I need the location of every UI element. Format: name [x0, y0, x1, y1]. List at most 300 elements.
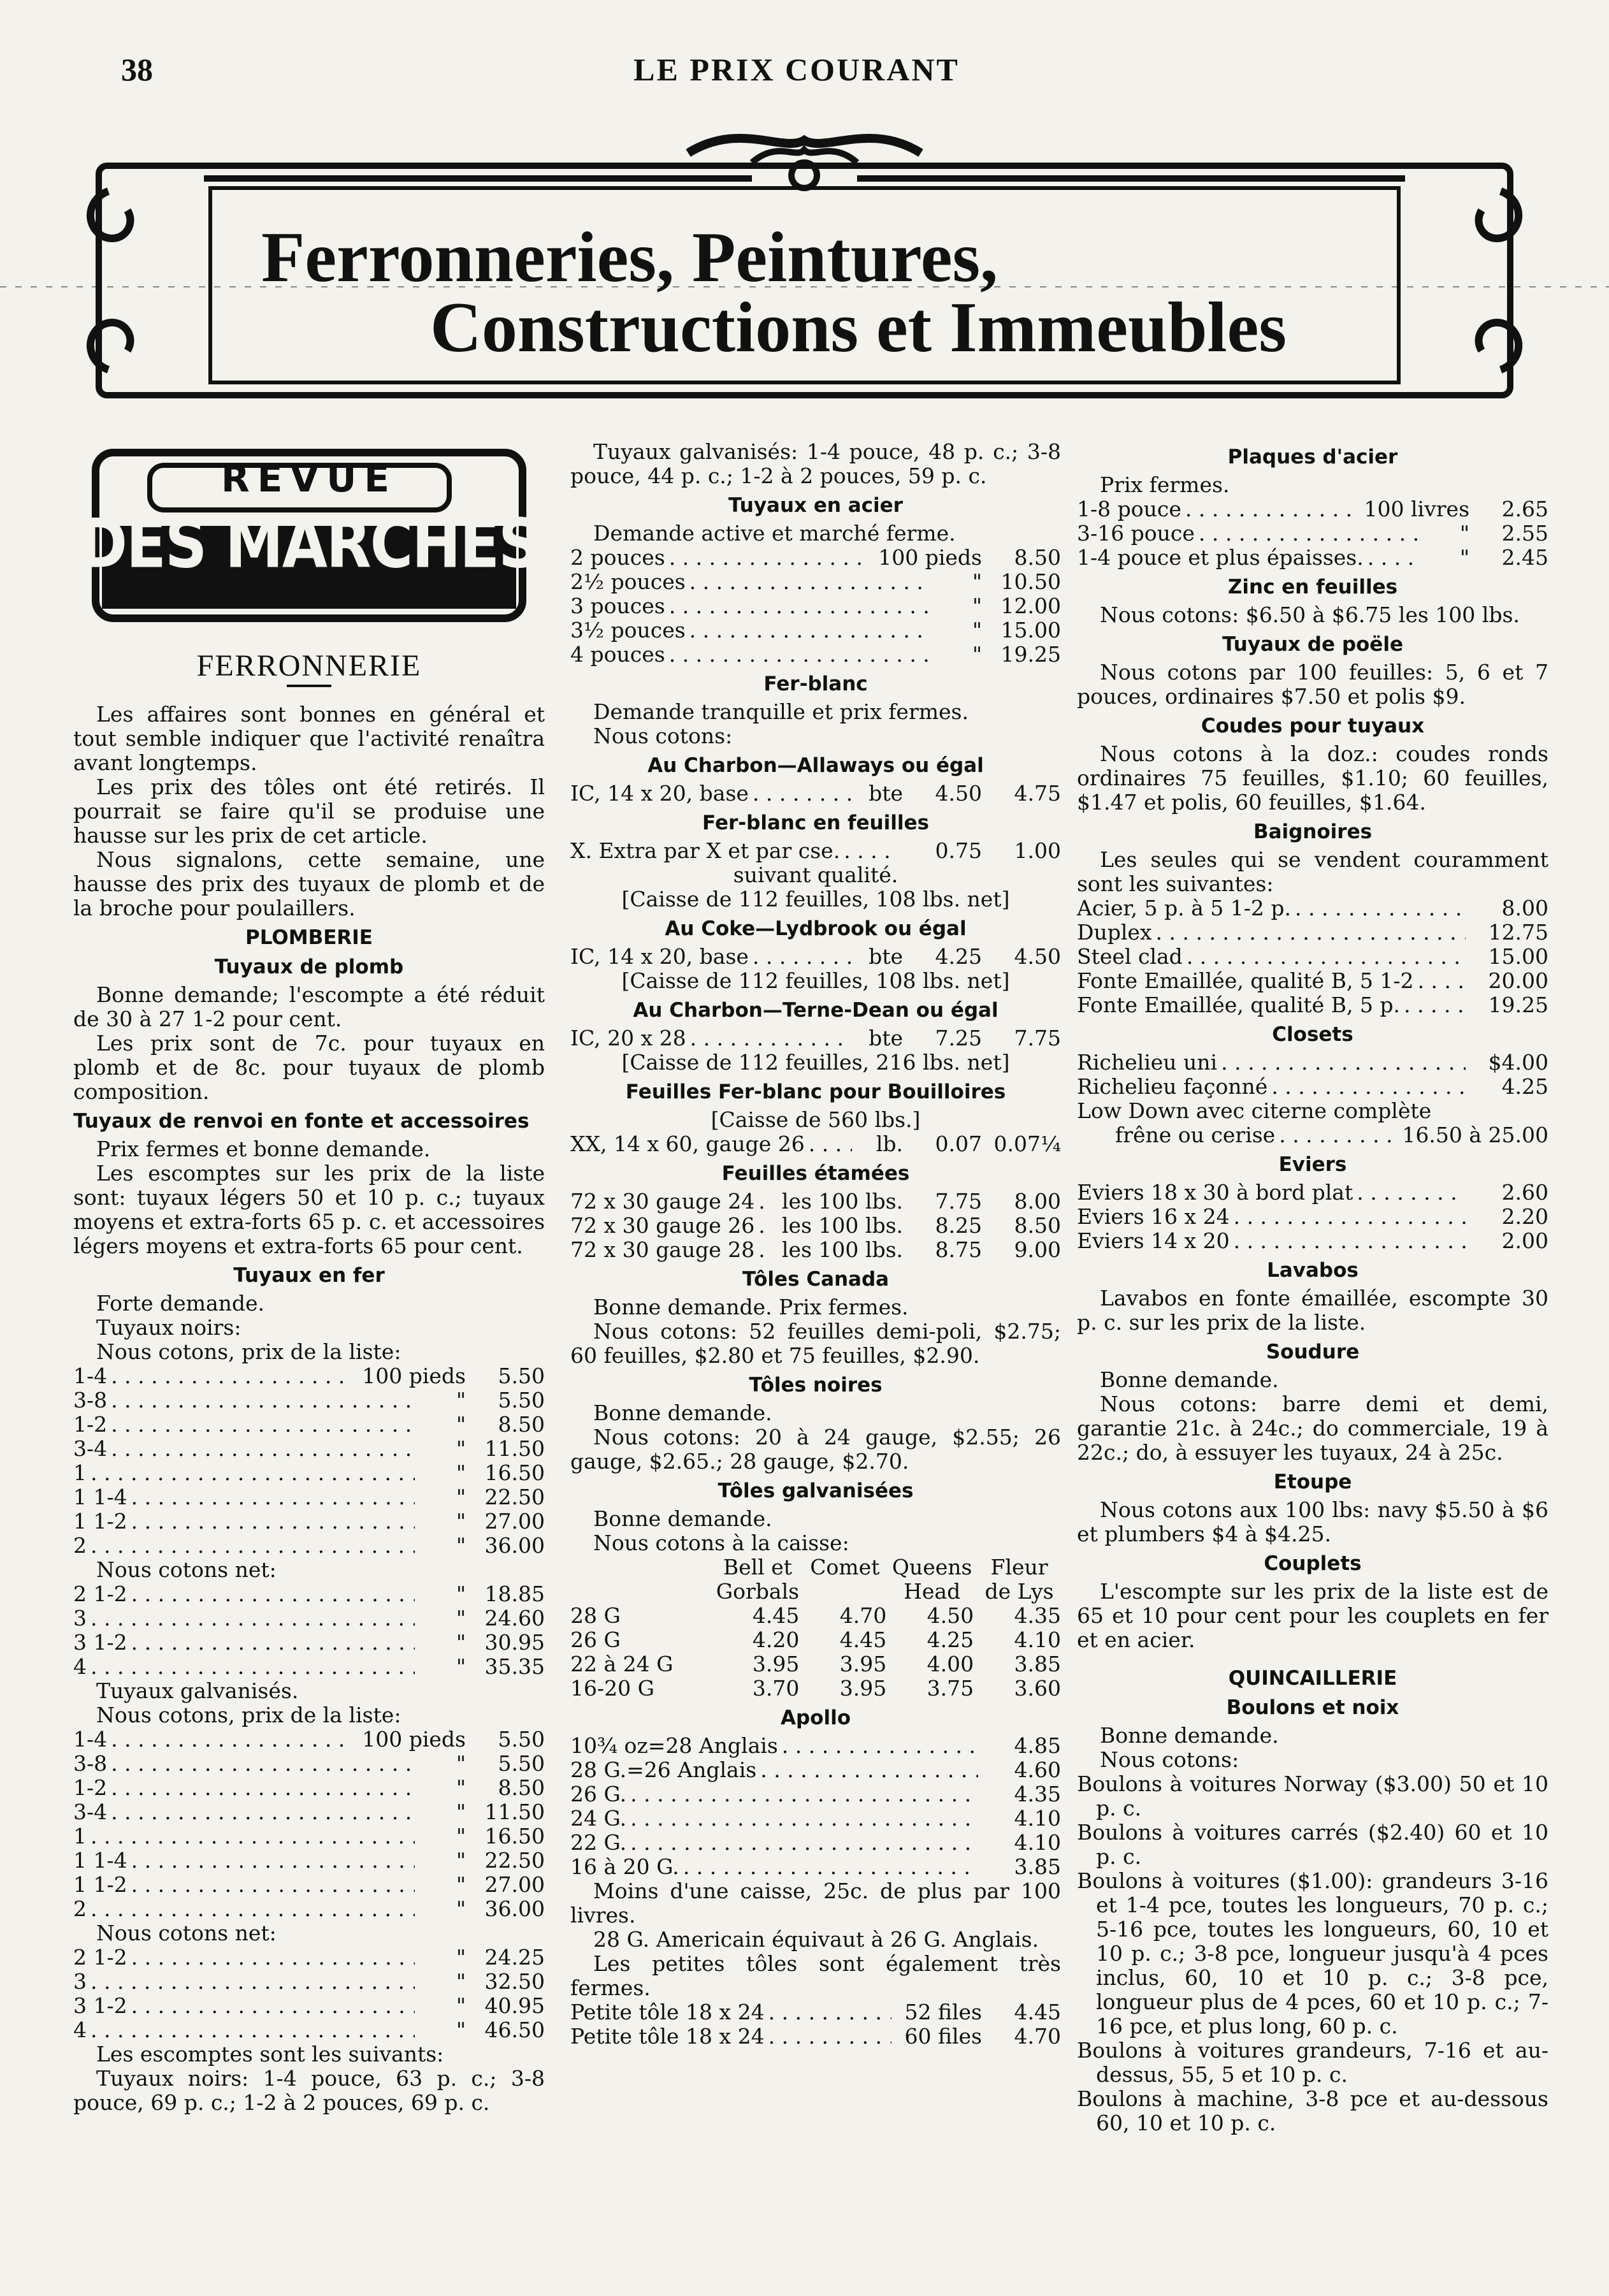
row-values: [419, 1873, 545, 1897]
leader-dots: [758, 1189, 769, 1214]
row-values: [982, 1734, 1061, 1758]
cell-value: 4.00: [927, 1652, 974, 1676]
row-u: ": [456, 1969, 466, 1994]
text-line: Les escomptes sont les suivants:: [96, 2042, 444, 2067]
row-v: 35.35: [484, 1654, 545, 1679]
cell-value: 3.60: [1014, 1676, 1061, 1701]
leader-dots: [782, 1734, 978, 1758]
cell-value: 3.75: [927, 1676, 974, 1701]
heading-feuilles-etamees: Feuilles étamées: [721, 1162, 910, 1185]
heading-toles-canada: Tôles Canada: [742, 1268, 890, 1291]
row-values: [1422, 521, 1548, 546]
row-values: [856, 781, 1061, 806]
banner-title-line2: Constructions et Immeubles: [430, 288, 1287, 367]
price-row: [1077, 945, 1548, 969]
heading-apollo: Apollo: [780, 1706, 851, 1729]
row-label: IC, 14 x 20, base: [570, 944, 749, 969]
row-u: ": [456, 1824, 466, 1849]
cell-value: 4.45: [839, 1627, 887, 1652]
row-values: [935, 618, 1061, 643]
row-v: 3.85: [1014, 1854, 1061, 1879]
heading-tuyaux-fer: Tuyaux en fer: [233, 1264, 385, 1287]
paragraph: Les affaires sont bonnes en général et tout semble indiquer que l'activité renaîtra avant longtemps.: [73, 702, 545, 775]
price-row: [570, 1734, 1061, 1758]
logo-word-revue: REVUE: [221, 457, 397, 500]
row-label: 1-2: [73, 1412, 108, 1437]
leader-dots: [669, 643, 931, 667]
row-v: 8.50: [1014, 545, 1061, 570]
price-row: [570, 945, 1061, 969]
row-values: [419, 1776, 545, 1800]
row-v: 15.00: [1000, 618, 1061, 643]
row-v: 4.35: [1014, 1782, 1061, 1806]
heading-fb-feuilles: Fer-blanc en feuilles: [702, 811, 929, 834]
row-v: 4.60: [1014, 1757, 1061, 1782]
price-row: [570, 781, 1061, 806]
heading-soudure: Soudure: [1266, 1341, 1360, 1363]
leader-dots: [630, 1806, 978, 1831]
row-u: ": [972, 569, 982, 594]
grid-corner: [570, 1555, 712, 1604]
row-v: 22.50: [484, 1485, 545, 1509]
leader-dots: [131, 1994, 415, 2018]
leader-dots: [111, 1364, 349, 1388]
price-row: [73, 1631, 545, 1655]
price-row: [570, 1214, 1061, 1238]
paragraph: Lavabos en fonte émaillée, escompte 30 p. c. sur les prix de la liste.: [1077, 1286, 1548, 1335]
row-values: [419, 1945, 545, 1970]
heading-allaways: Au Charbon—Allaways ou égal: [647, 754, 984, 777]
text-line: Nous cotons net:: [96, 1921, 277, 1945]
leader-dots: [669, 546, 866, 570]
row-v: 27.00: [484, 1509, 545, 1534]
row-label: 1 1-4: [73, 1848, 127, 1873]
cell-value: 4.10: [1014, 1627, 1061, 1652]
price-table-eviers: [1077, 1181, 1548, 1253]
leader-dots: [753, 945, 852, 969]
price-row: [73, 1485, 545, 1509]
leader-dots: [844, 839, 899, 863]
leader-dots: [131, 1631, 415, 1655]
price-row: [570, 1782, 1061, 1806]
row-label: 16-20 G: [570, 1676, 654, 1701]
price-row: [1077, 1050, 1548, 1075]
heading-couplets: Couplets: [1264, 1552, 1362, 1575]
heading-toles-galvanisees: Tôles galvanisées: [718, 1479, 914, 1502]
row-u: 52 files: [904, 2000, 982, 2024]
paragraph: Tuyaux galvanisés: 1-4 pouce, 48 p. c.; 3-8 pouce, 44 p. c.; 1-2 à 2 pouces, 59 p. c.: [570, 439, 1061, 488]
price-row: [570, 1806, 1061, 1831]
row-u: ": [456, 1993, 466, 2018]
row-v: 5.50: [498, 1363, 545, 1388]
text-line: Tuyaux galvanisés.: [96, 1678, 299, 1703]
row-v: 11.50: [484, 1436, 545, 1461]
row-v: 2.60: [1501, 1180, 1548, 1205]
row-v: 2.20: [1501, 1204, 1548, 1229]
leader-dots: [90, 1970, 415, 1994]
heading-toles-noires: Tôles noires: [749, 1374, 883, 1397]
column-header: Queens Head: [891, 1555, 972, 1604]
text-line: Prix fermes.: [1100, 472, 1230, 497]
leader-dots: [90, 1461, 415, 1485]
row-label: 22 à 24 G: [570, 1652, 674, 1676]
price-row: [570, 1238, 1061, 1262]
row-values: [869, 546, 1061, 570]
heading-boulons: Boulons et noix: [1226, 1696, 1399, 1719]
row-v: 46.50: [484, 2017, 545, 2042]
row-label: 3-8: [73, 1751, 108, 1776]
row-label: 1 1-2: [73, 1872, 127, 1897]
row-label: 1-4 pouce et plus épaisses.: [1077, 545, 1364, 570]
row-b: 4.75: [1014, 781, 1061, 806]
row-label: X. Extra par X et par cse.: [570, 838, 841, 863]
row-values: [1422, 546, 1548, 570]
price-table-plaques: [1077, 497, 1548, 570]
row-label: 4 pouces: [570, 642, 665, 667]
row-u: ": [456, 1485, 466, 1509]
row-v: 4.10: [1014, 1830, 1061, 1855]
row-label: 1-4: [73, 1363, 108, 1388]
text-line: Nous cotons, prix de la liste:: [96, 1339, 401, 1364]
column-header: Fleur de Lys: [985, 1555, 1054, 1604]
price-table-net2: [73, 1945, 545, 2042]
price-table-closets: [1077, 1050, 1548, 1099]
leader-dots: [689, 618, 931, 643]
row-label: 72 x 30 gauge 26: [570, 1213, 755, 1238]
heading-renvoi: Tuyaux de renvoi en fonte et accessoires: [73, 1110, 530, 1133]
price-row: [1077, 969, 1548, 993]
paragraph: Boulons à voitures ($1.00): grandeurs 3-16 et 1-4 pce, toutes les longueurs, 70 p. c.; 5-16 pce, toutes les longueurs, 60, 10 et 10 p. c.; 3-8 pce, longueur jusqu'à 4 pces inclus, 60, 10 et 10 p. c.; 3-8 pce, longueur plus de 4 pces, 60 et 10 p. c.; 7-16 pce, et plus long, 60 p. c.: [1077, 1868, 1548, 2038]
row-v: 4.10: [1014, 1806, 1061, 1831]
heading-baignoires: Baignoires: [1253, 820, 1373, 843]
paragraph: Nous cotons: $6.50 à $6.75 les 100 lbs.: [1100, 602, 1520, 627]
row-values: [856, 945, 1061, 969]
row-v: 2.65: [1501, 497, 1548, 521]
row-u: 100 livres: [1364, 497, 1469, 521]
price-row: [73, 1897, 545, 1921]
heading-tuyaux-acier: Tuyaux en acier: [728, 494, 903, 517]
row-b: 8.00: [1014, 1189, 1061, 1214]
text-line: Demande tranquille et prix fermes.: [593, 699, 969, 724]
row-values: [982, 1831, 1061, 1855]
price-table-net1: [73, 1582, 545, 1679]
caisse-note: [Caisse de 112 feuilles, 216 lbs. net]: [621, 1050, 1010, 1075]
text-line: Nous cotons:: [1100, 1747, 1239, 1772]
price-row: [73, 1727, 545, 1752]
price-row: [1077, 521, 1548, 546]
row-label: 72 x 30 gauge 28: [570, 1237, 755, 1262]
price-row: [1077, 920, 1548, 945]
row-v: $4.00: [1488, 1050, 1548, 1075]
leader-dots: [690, 1026, 852, 1050]
row-v: 11.50: [484, 1799, 545, 1824]
row-values: [419, 1994, 545, 2018]
row-u: ": [456, 2017, 466, 2042]
leader-dots: [111, 1752, 415, 1776]
row-v: 2.55: [1501, 521, 1548, 546]
row-v: 16.50: [484, 1460, 545, 1485]
row-values: [1469, 920, 1548, 945]
row-u: ": [456, 1533, 466, 1558]
row-values: [419, 1970, 545, 1994]
row-u: 100 pieds: [362, 1363, 466, 1388]
text-line: suivant qualité.: [733, 862, 898, 887]
price-row: [1077, 1181, 1548, 1205]
paragraph: Boulons à voitures carrés ($2.40) 60 et 10 p. c.: [1077, 1820, 1548, 1869]
heading-fer-blanc: Fer-blanc: [763, 672, 868, 695]
row-label: frêne ou cerise: [1115, 1123, 1276, 1147]
leader-dots: [1221, 1050, 1466, 1075]
row-v: 5.50: [498, 1388, 545, 1413]
row-values: [1355, 497, 1548, 521]
leader-dots: [111, 1437, 415, 1461]
row-u: 60 files: [904, 2024, 982, 2049]
galv-grid: [570, 1555, 1061, 1701]
row-v: 22.50: [484, 1848, 545, 1873]
cell-value: 4.50: [927, 1603, 974, 1628]
row-values: [1469, 1050, 1548, 1075]
row-label: 22 G.: [570, 1830, 627, 1855]
leader-dots: [1404, 993, 1466, 1017]
row-b: 8.50: [1014, 1213, 1061, 1238]
price-row: [570, 594, 1061, 618]
leader-dots: [111, 1388, 415, 1413]
leader-dots: [758, 1238, 769, 1262]
price-row: [570, 1855, 1061, 1879]
row-values: [1469, 1229, 1548, 1253]
leader-dots: [90, 1606, 415, 1631]
leader-dots: [1418, 969, 1466, 993]
row-values: [419, 1534, 545, 1558]
row-u: ": [456, 1751, 466, 1776]
paragraph: Nous cotons par 100 feuilles: 5, 6 et 7 pouces, ordinaires $7.50 et polis $9.: [1077, 660, 1548, 709]
paragraph: Nous cotons à la doz.: coudes ronds ordinaires 75 feuilles, $1.10; 60 feuilles, $1.47 et polis, 60 feuilles, $1.64.: [1077, 741, 1548, 815]
row-values: [419, 1631, 545, 1655]
price-row: [73, 1534, 545, 1558]
price-row: [73, 1364, 545, 1388]
text-line: Bonne demande.: [593, 1506, 772, 1531]
cell-value: 4.45: [752, 1603, 800, 1628]
column-1: [73, 440, 545, 2115]
text-line: Nous cotons à la caisse:: [593, 1530, 849, 1555]
row-b: 4.50: [1014, 944, 1061, 969]
row-values: [773, 1214, 1061, 1238]
cell-value: 4.70: [839, 1603, 887, 1628]
row-v: 36.00: [484, 1533, 545, 1558]
leader-dots: [768, 2024, 892, 2049]
row-u: ": [456, 1775, 466, 1800]
cell-value: 3.95: [839, 1652, 887, 1676]
price-row: [73, 1824, 545, 1849]
row-u: ": [972, 593, 982, 618]
row-a: 4.25: [935, 944, 982, 969]
row-v: 4.25: [1501, 1074, 1548, 1099]
leader-dots: [630, 1782, 978, 1806]
row-values: [856, 1132, 1061, 1156]
row-v: 2.00: [1501, 1228, 1548, 1253]
paragraph: 28 G. Americain équivaut à 26 G. Anglais.: [593, 1927, 1039, 1952]
cell-value: 3.70: [752, 1676, 800, 1701]
row-label: Richelieu uni: [1077, 1050, 1218, 1075]
row-label: Petite tôle 18 x 24: [570, 2000, 765, 2024]
row-a: 0.07: [935, 1131, 982, 1156]
row-label: 24 G.: [570, 1806, 627, 1831]
row-a: 4.50: [935, 781, 982, 806]
row-u: ": [456, 1388, 466, 1413]
price-row: [570, 839, 1061, 863]
caisse-note: [Caisse de 560 lbs.]: [711, 1107, 921, 1132]
row-u: ": [456, 1412, 466, 1437]
row-values: [419, 1800, 545, 1824]
paragraph: Nous cotons: 52 feuilles demi-poli, $2.75; 60 feuilles, $2.80 et 75 feuilles, $2.90.: [570, 1319, 1061, 1368]
heading-quincaillerie: QUINCAILLERIE: [1228, 1667, 1397, 1690]
row-label: Eviers 18 x 30 à bord plat: [1077, 1180, 1353, 1205]
row-label: 3 pouces: [570, 593, 665, 618]
column-header: Comet: [810, 1555, 880, 1580]
price-row: [570, 570, 1061, 594]
row-label: Fonte Emaillée, qualité B, 5 1-2: [1077, 968, 1414, 993]
row-b: 1.00: [1014, 838, 1061, 863]
row-u: ": [456, 1581, 466, 1606]
row-u: ": [456, 1606, 466, 1631]
row-values: [1469, 896, 1548, 920]
row-v: 5.50: [498, 1751, 545, 1776]
price-row: [570, 1026, 1061, 1050]
column-header: Bell et Gorbals: [716, 1555, 800, 1604]
row-values: [419, 1437, 545, 1461]
row-label: Eviers 16 x 24: [1077, 1204, 1230, 1229]
row-v: 15.00: [1488, 944, 1548, 969]
cell-value: 4.35: [1014, 1603, 1061, 1628]
row-values: [1469, 1181, 1548, 1205]
row-label: 3: [73, 1969, 87, 1994]
row-u: ": [456, 1654, 466, 1679]
leader-dots: [1156, 920, 1466, 945]
leader-dots: [768, 2000, 892, 2024]
row-label: 3: [73, 1606, 87, 1631]
price-table-baignoires: [1077, 896, 1548, 1017]
row-label: 26 G.: [570, 1782, 627, 1806]
row-label: Steel clad: [1077, 944, 1183, 969]
row-values: [1469, 945, 1548, 969]
row-label: 2 1-2: [73, 1945, 127, 1970]
row-label: 1: [73, 1824, 87, 1849]
row-u: ": [1459, 521, 1469, 546]
row-values: [419, 1752, 545, 1776]
row-u: ": [456, 1896, 466, 1921]
paragraph: Nous cotons: 20 à 24 gauge, $2.55; 26 gauge, $2.65.; 28 gauge, $2.70.: [570, 1425, 1061, 1474]
row-values: [353, 1727, 545, 1752]
row-label: 2½ pouces: [570, 569, 686, 594]
row-values: [982, 1782, 1061, 1806]
row-label: 72 x 30 gauge 24: [570, 1189, 755, 1214]
row-label: 1-2: [73, 1775, 108, 1800]
row-values: [856, 1026, 1061, 1050]
row-values: [419, 1509, 545, 1534]
price-row: [73, 1994, 545, 2018]
heading-terne-dean: Au Charbon—Terne-Dean ou égal: [633, 999, 999, 1022]
caisse-note: [Caisse de 112 feuilles, 108 lbs. net]: [621, 968, 1010, 993]
row-label: Duplex: [1077, 920, 1152, 945]
row-u: ": [456, 1509, 466, 1534]
leader-dots: [131, 1945, 415, 1970]
price-row: [1077, 993, 1548, 1017]
row-v: 2.45: [1501, 545, 1548, 570]
page-number: 38: [121, 52, 153, 87]
leader-dots: [809, 1132, 852, 1156]
row-label: 3-8: [73, 1388, 108, 1413]
row-v: 18.85: [484, 1581, 545, 1606]
row-label: IC, 14 x 20, base: [570, 781, 749, 806]
row-v: 8.00: [1501, 896, 1548, 920]
price-row: [570, 643, 1061, 667]
row-values: [982, 1855, 1061, 1879]
leader-dots: [131, 1509, 415, 1534]
leader-dots: [111, 1727, 349, 1752]
leader-dots: [1357, 1181, 1466, 1205]
row-values: [419, 2018, 545, 2042]
paragraph: L'escompte sur les prix de la liste est de 65 et 10 pour cent pour les couplets en fer et en acier.: [1077, 1579, 1548, 1652]
row-label: IC, 20 x 28: [570, 1026, 686, 1050]
leader-dots: [111, 1776, 415, 1800]
price-row: [73, 1849, 545, 1873]
row-u: ": [456, 1872, 466, 1897]
row-label: 3½ pouces: [570, 618, 686, 643]
row-v: 8.50: [498, 1412, 545, 1437]
price-row: [570, 618, 1061, 643]
row-a: 0.75: [935, 838, 982, 863]
row-values: [895, 2000, 1061, 2024]
row-label: Acier, 5 p. à 5 1-2 p.: [1077, 896, 1292, 920]
leader-dots: [760, 1758, 978, 1782]
price-row: [73, 1413, 545, 1437]
text-line: Nous cotons:: [593, 723, 733, 748]
logo-word-des-marches: DES MARCHÉS: [78, 504, 540, 583]
row-label: 4: [73, 1654, 87, 1679]
text-line: Nous cotons net:: [96, 1557, 277, 1582]
row-v: 32.50: [484, 1969, 545, 1994]
price-row: [570, 1189, 1061, 1214]
price-row-extra: [570, 839, 1061, 863]
row-label: 2 pouces: [570, 545, 665, 570]
row-label: 3-16 pouce: [1077, 521, 1195, 546]
price-row-allaways: [570, 781, 1061, 806]
row-values: [982, 1758, 1061, 1782]
price-row: [570, 2000, 1061, 2024]
row-a: 7.25: [935, 1026, 982, 1050]
row-u: ": [456, 1460, 466, 1485]
row-label: 2: [73, 1896, 87, 1921]
leader-dots: [90, 2018, 415, 2042]
price-row: [570, 2024, 1061, 2049]
low-down-line: Low Down avec citerne complète: [1077, 1098, 1432, 1123]
price-row: [73, 1655, 545, 1679]
price-row: [570, 1758, 1061, 1782]
row-u: les 100 lbs.: [781, 1213, 903, 1238]
row-label: Eviers 14 x 20: [1077, 1228, 1230, 1253]
price-table-galv: [73, 1727, 545, 1921]
paragraph: Boulons à machine, 3-8 pce et au-dessous 60, 10 et 10 p. c.: [1077, 2086, 1548, 2135]
leader-dots: [90, 1897, 415, 1921]
low-down-price-row: [1077, 1123, 1548, 1147]
price-row: [1077, 1075, 1548, 1099]
row-label: 3 1-2: [73, 1993, 127, 2018]
price-row: [73, 2018, 545, 2042]
text-line: Bonne demande. Prix fermes.: [593, 1295, 909, 1319]
price-row: [73, 1606, 545, 1631]
row-label: Richelieu façonné: [1077, 1074, 1268, 1099]
heading-closets: Closets: [1272, 1023, 1353, 1046]
